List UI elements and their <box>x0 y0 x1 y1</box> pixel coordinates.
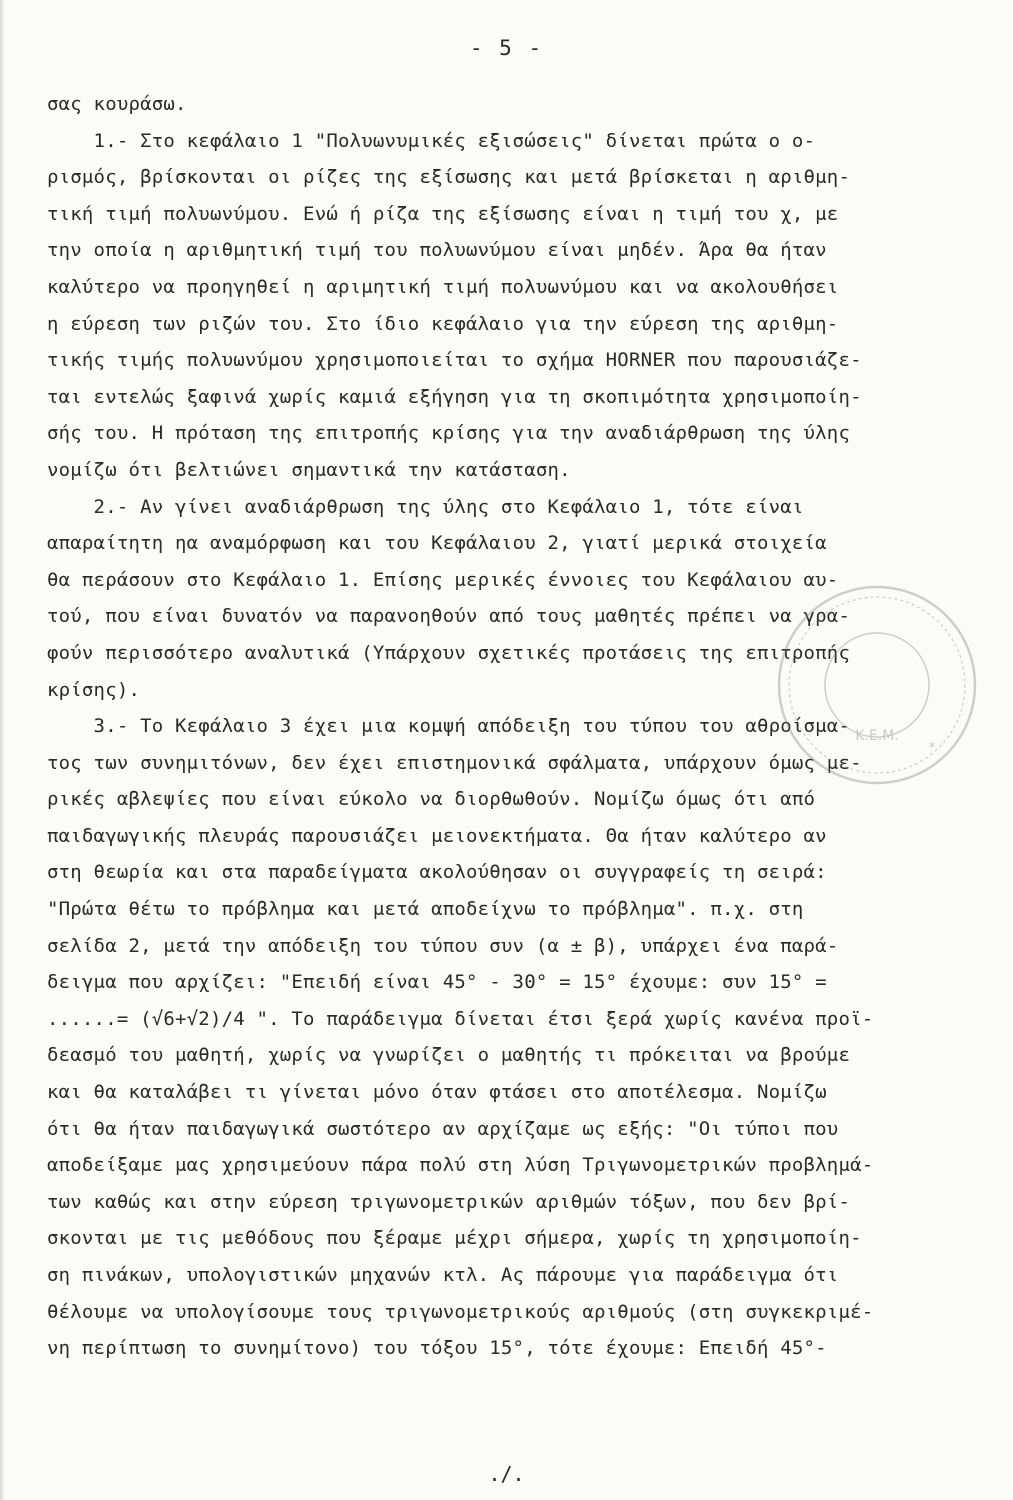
text-line: ρισμός, βρίσκονται οι ρίζες της εξίσωσης και μετά βρίσκεται η αριθμη- <box>47 166 851 189</box>
text-line: 1.- Στο κεφάλαιο 1 "Πολυωνυμικές εξισώσεις" δίνεται πρώτα ο ο- <box>47 129 816 152</box>
text-line: απαραίτητη ηα αναμόρφωση και του Κεφάλαιου 2, γιατί μερικά στοιχεία <box>47 532 827 555</box>
text-line: τικής τιμής πολυωνύμου χρησιμοποιείται το σχήμα HORNER που παρουσιάζε- <box>47 349 862 372</box>
text-line: δειγμα που αρχίζει: "Επειδή είναι 45° - 30° = 15° έχουμε: συν 15° = <box>47 971 827 994</box>
continuation-mark: ./. <box>488 1462 525 1486</box>
text-line: 2.- Αν γίνει αναδιάρθρωση της ύλης στο Κεφάλαιο 1, τότε είναι <box>47 495 804 518</box>
svg-text:*: * <box>928 740 936 756</box>
text-line: ται εντελώς ξαφινά χωρίς καμιά εξήγηση για τη σκοπιμότητα χρησιμοποίη- <box>47 385 862 408</box>
text-line: η εύρεση των ριζών του. Στο ίδιο κεφάλαιο για την εύρεση της αριθμη- <box>47 312 839 335</box>
text-line: "Πρώτα θέτω το πρόβλημα και μετά αποδείχνω το πρόβλημα". π.χ. στη <box>47 898 804 921</box>
text-line: τού, που είναι δυνατόν να παρανοηθούν από τους μαθητές πρέπει να γρα- <box>47 605 851 628</box>
stamp-text: Κ.Ε.Μ. <box>855 728 899 744</box>
text-line: στη θεωρία και στα παραδείγματα ακολούθησαν οι συγγραφείς τη σειρά: <box>47 861 827 884</box>
text-line: σας κουράσω. <box>47 93 187 115</box>
scan-edge-shadow <box>0 0 5 1500</box>
text-line: θα περάσουν στο Κεφάλαιο 1. Επίσης μερικές έννοιες του Κεφάλαιου αυ- <box>47 568 839 591</box>
text-line: παιδαγωγικής πλευράς παρουσιάζει μειονεκτήματα. Θα ήταν καλύτερο αν <box>47 824 827 847</box>
text-line: σελίδα 2, μετά την απόδειξη του τύπου συν (α ± β), υπάρχει ένα παρά- <box>47 934 839 957</box>
text-line: σκονται με τις μεθόδους που ξέραμε μέχρι σήμερα, χωρίς τη χρησιμοποίη- <box>47 1227 862 1250</box>
text-line: αποδείξαμε μας χρησιμεύουν πάρα πολύ στη λύση Τριγωνομετρικών προβλημά- <box>47 1154 874 1177</box>
text-line: κρίσης). <box>47 678 141 701</box>
text-line: θέλουμε να υπολογίσουμε τους τριγωνομετρικούς αριθμούς (στη συγκεκριμέ- <box>47 1300 874 1323</box>
text-line: την οποία η αριθμητική τιμή του πολυωνύμου είναι μηδέν. Άρα θα ήταν <box>47 239 827 262</box>
text-line: δεασμό του μαθητή, χωρίς να γνωρίζει ο μαθητής τι πρόκειται να βρούμε <box>47 1044 851 1067</box>
text-line: τική τιμή πολυωνύμου. Ενώ ή ρίζα της εξίσωσης είναι η τιμή του χ, με <box>47 202 839 225</box>
text-line: τος των συνημιτόνων, δεν έχει επιστημονικά σφάλματα, υπάρχουν όμως με- <box>47 751 862 774</box>
text-line: ότι θα ήταν παιδαγωγικά σωστότερο αν αρχίζαμε ως εξής: "Οι τύποι που <box>47 1117 839 1140</box>
text-line: ση πινάκων, υπολογιστικών μηχανών κτλ. Ας πάρουμε για παράδειγμα ότι <box>47 1264 839 1286</box>
text-line: καλύτερο να προηγηθεί η αριμητική τιμή πολυωνύμου και να ακολουθήσει <box>47 275 839 298</box>
text-line: ......= (√6+√2)/4 ". Το παράδειγμα δίνεται έτσι ξερά χωρίς κανένα προϊ- <box>47 1007 874 1030</box>
text-line: των καθώς και στην εύρεση τριγωνομετρικών αριθμών τόξων, που δεν βρί- <box>47 1190 851 1213</box>
text-line: νομίζω ότι βελτιώνει σημαντικά την κατάσταση. <box>47 458 571 481</box>
text-line: σής του. Η πρόταση της επιτροπής κρίσης για την αναδιάρθρωση της ύλης <box>47 422 851 445</box>
text-line: ρικές αβλεψίες που είναι εύκολο να διορθωθούν. Νομίζω όμως ότι από <box>47 788 816 811</box>
text-line: φούν περισσότερο αναλυτικά (Υπάρχουν σχετικές προτάσεις της επιτροπής <box>47 641 851 664</box>
page-number: - 5 - <box>469 36 544 60</box>
text-line: 3.- Το Κεφάλαιο 3 έχει μια κομψή απόδειξη του τύπου του αθροίσμα- <box>47 715 851 738</box>
text-line: νη περίπτωση το συνημίτονο) του τόξου 15°, τότε έχουμε: Επειδή 45°- <box>47 1337 827 1360</box>
text-line: και θα καταλάβει τι γίνεται μόνο όταν φτάσει στο αποτέλεσμα. Νομίζω <box>47 1081 827 1104</box>
official-stamp <box>772 580 982 790</box>
